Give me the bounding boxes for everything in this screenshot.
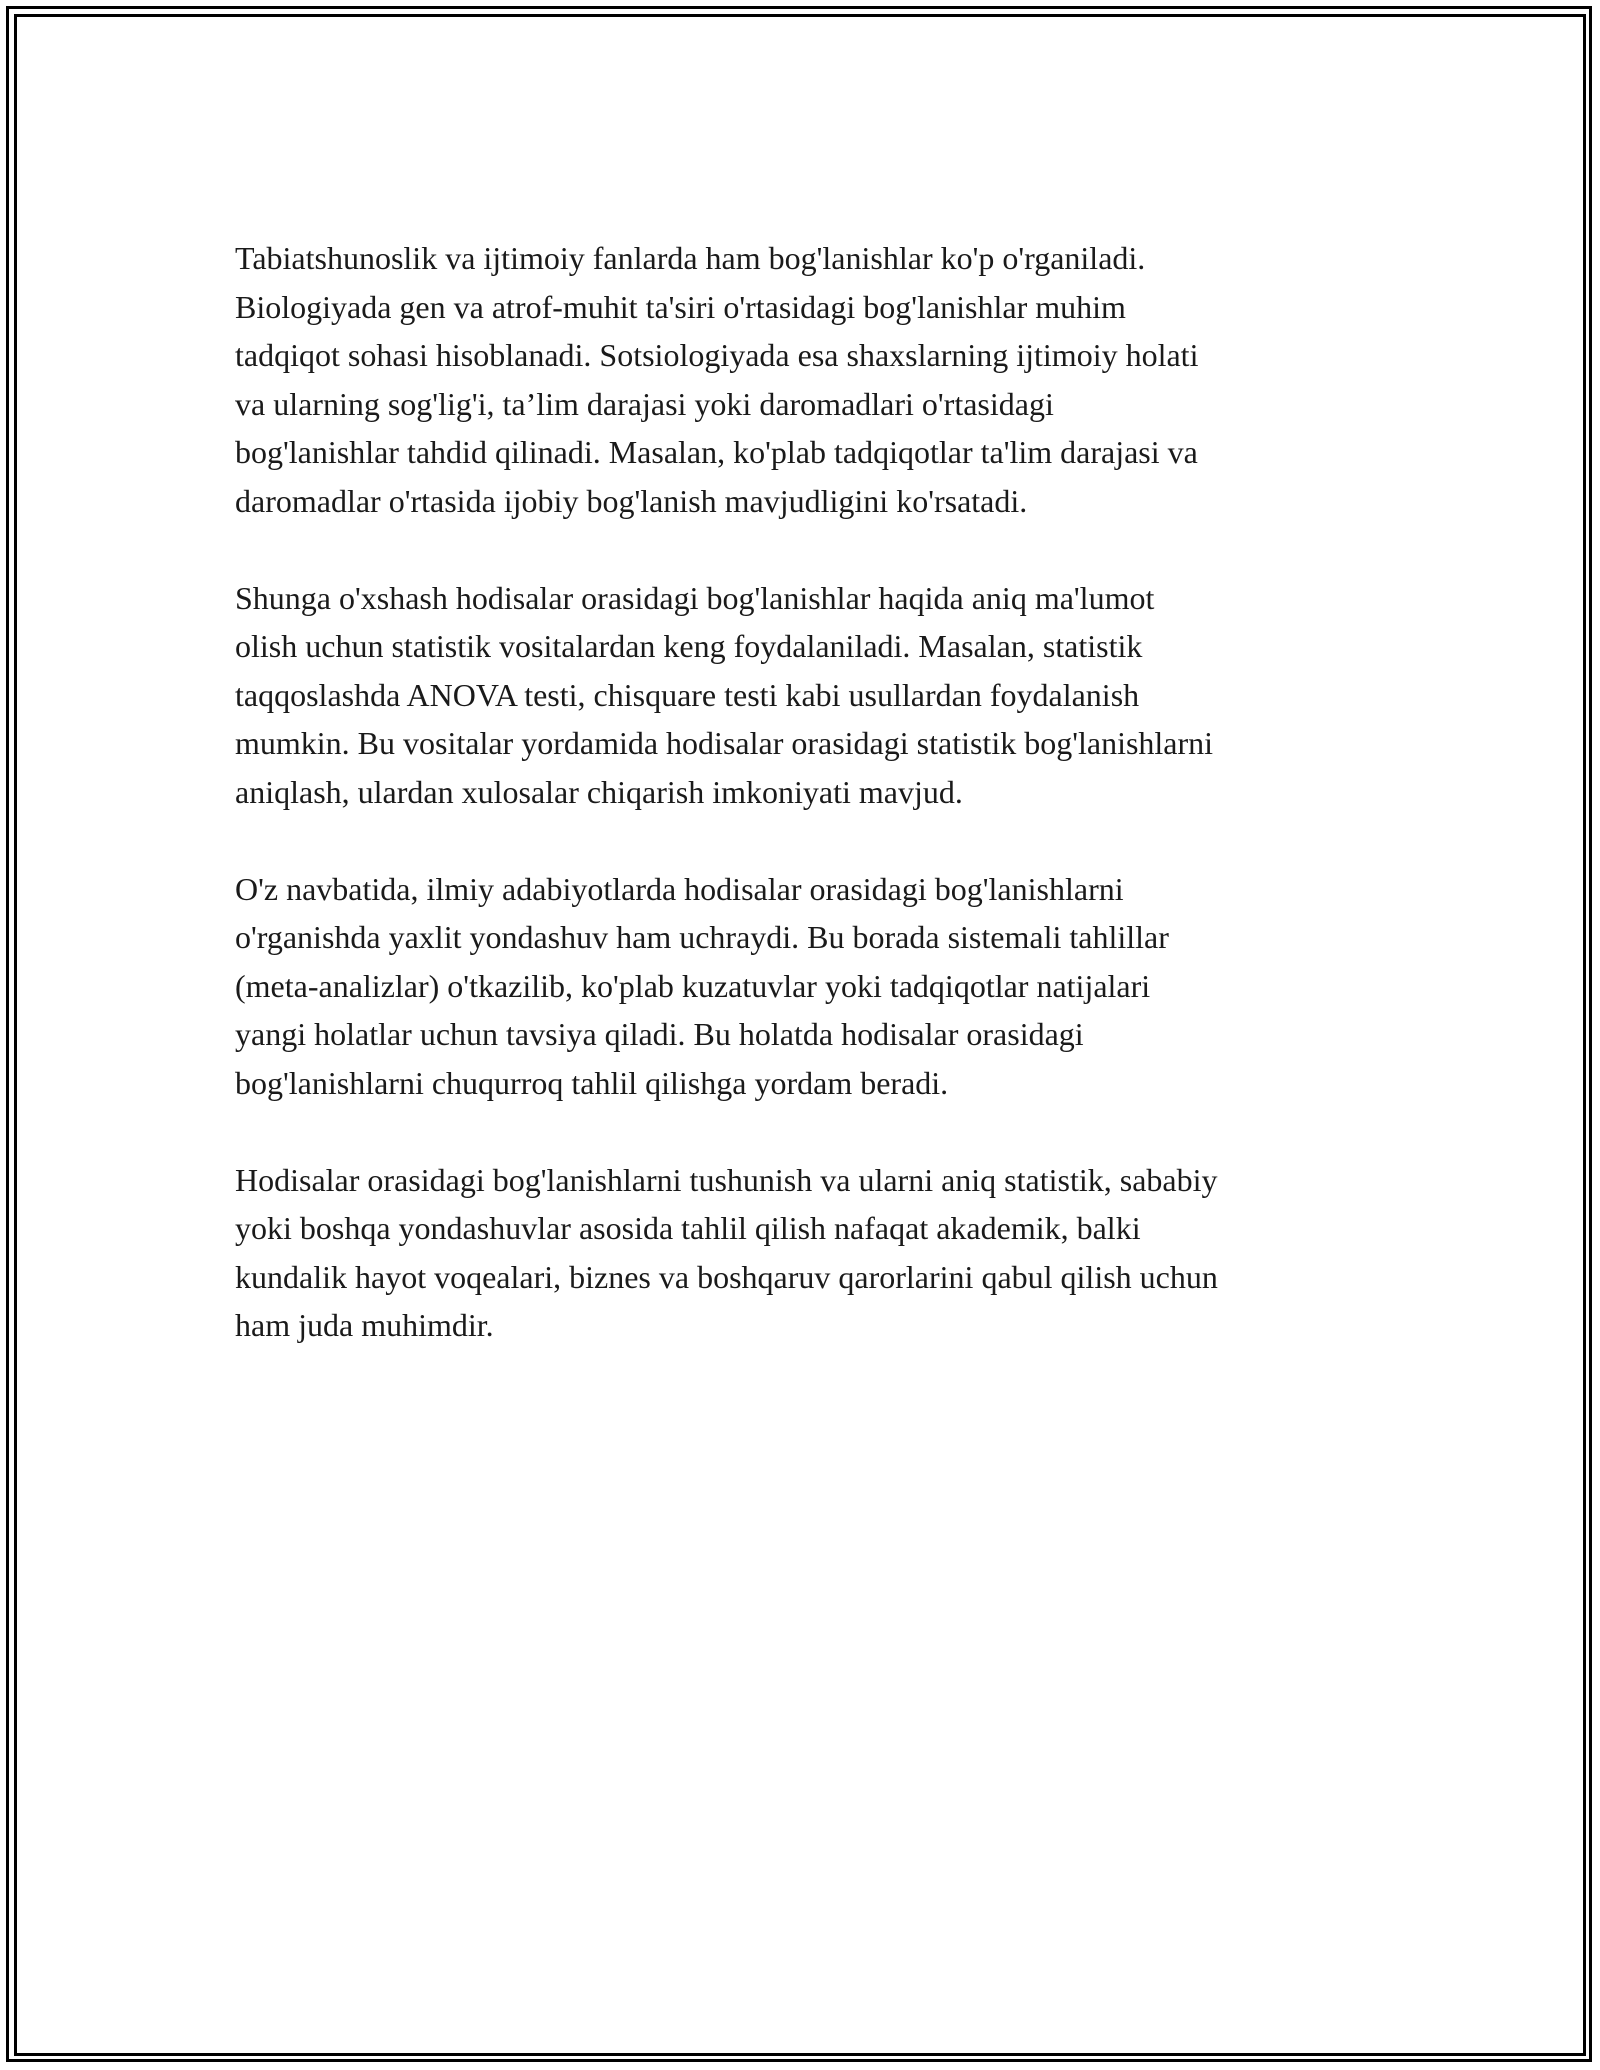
paragraph-4: Hodisalar orasidagi bog'lanishlarni tushunish va ularni aniq statistik, sababiy yoki boshqa yondashuvlar asosida tahlil qilish nafaqat akademik, balki kundalik hayot voqealari, biznes va boshqaruv qarorlarini qabul qilish uchun ham juda muhimdir. — [235, 1161, 1218, 1343]
paragraph-2: Shunga o'xshash hodisalar orasidagi bog'lanishlar haqida aniq ma'lumot olish uchun statistik vositalardan keng foydalaniladi. Masalan, statistik taqqoslashda ANOVA testi, chisquare testi kabi usullardan foydalanish mumkin. Bu vositalar yordamida hodisalar orasidagi statistik bog'lanishlarni aniqlash, ulardan xulosalar chiqarish imkoniyati mavjud. — [235, 579, 1214, 810]
paragraph-1: Tabiatshunoslik va ijtimoiy fanlarda ham bog'lanishlar ko'p o'rganiladi. Biologiyada gen va atrof-muhit ta'siri o'rtasidagi bog'lanishlar muhim tadqiqot sohasi hisoblanadi. Sotsiologiyada esa shaxslarning ijtimoiy holati va ularning sog'lig'i, ta’lim darajasi yoki daromadlari o'rtasidagi bog'lanishlar tahdid qilinadi. Masalan, ko'plab tadqiqotlar ta'lim darajasi va daromadlar o'rtasida ijobiy bog'lanish mavjudligini ko'rsatadi. — [235, 240, 1199, 519]
document-body — [235, 234, 1375, 1398]
paragraph-3: O'z navbatida, ilmiy adabiyotlarda hodisalar orasidagi bog'lanishlarni o'rganishda yaxlit yondashuv ham uchraydi. Bu borada sistemali tahlillar (meta-analizlar) o'tkazilib, ko'plab kuzatuvlar yoki tadqiqotlar natijalari yangi holatlar uchun tavsiya qiladi. Bu holatda hodisalar orasidagi bog'lanishlarni chuqurroq tahlil qilishga yordam beradi. — [235, 870, 1169, 1101]
